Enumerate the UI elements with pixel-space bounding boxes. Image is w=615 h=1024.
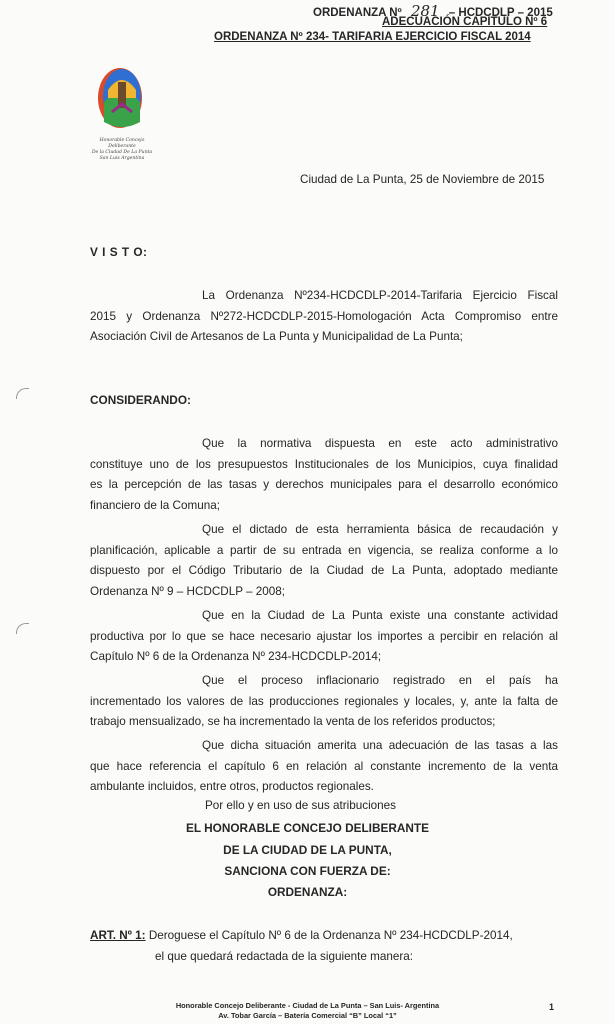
text-line: que hace referencia el capítulo 6 en relación al constante incremento de la venta: [90, 759, 558, 773]
text-line: planificación, aplicable a partir de su entrada en vigencia, se realiza conforme a lo: [90, 543, 558, 557]
logo-caption-line: De la Ciudad De La Punta: [91, 150, 153, 155]
visto-paragraph: [90, 286, 558, 348]
header-reference: ORDENANZA Nº 234- TARIFARIA EJERCICIO FISCAL 2014: [214, 31, 531, 43]
ordinance-number: 281: [410, 2, 440, 20]
header-subject: ADECUACIÓN CAPÍTULO Nº 6: [382, 16, 548, 28]
enacting-title: ORDENANZA:: [267, 885, 348, 899]
text-line: constituye uno de los presupuestos Institucionales de los Municipios, cuya finalidad: [90, 457, 558, 471]
logo-caption-line: Honorable Concejo Deliberante: [99, 138, 145, 149]
article-1-continuation: el que quedará redactada de la siguiente manera:: [155, 950, 413, 963]
text-line: es la percepción de las tasas y derechos municipales para el desarrollo económico: [90, 478, 558, 491]
footer-line: Av. Tobar García – Batería Comercial “B” Local “1”: [218, 1011, 397, 1020]
article-text: Deroguese el Capítulo Nº 6 de la Ordenanza Nº 234-HCDCDLP-2014,: [145, 929, 513, 942]
considerando-paragraph-5: [90, 736, 558, 798]
enacting-line: SANCIONA CON FUERZA DE:: [224, 864, 391, 878]
text-line: Que el dictado de esta herramienta básica de recaudación y: [202, 523, 558, 536]
text-line: productiva por lo que se hace necesario ajustar los importes a percibir en relación al: [90, 629, 558, 643]
visto-heading: V I S T O:: [90, 245, 148, 259]
article-label: ART. Nº 1:: [90, 929, 146, 942]
text-line: ambulante incluidos, entre otros, productos regionales.: [90, 780, 374, 793]
considerando-paragraph-1: [90, 434, 558, 516]
text-line: La Ordenanza Nº234-HCDCDLP-2014-Tarifaria Ejercicio Fiscal: [202, 289, 558, 302]
text-line: Que el proceso inflacionario registrado en el país ha: [202, 674, 558, 687]
considerando-paragraph-2: [90, 520, 558, 602]
text-line: Capítulo Nº 6 de la Ordenanza Nº 234-HCDCDLP-2014;: [90, 650, 382, 663]
attributions-line: Por ello y en uso de sus atribuciones: [205, 799, 397, 812]
text-line: Que en la Ciudad de La Punta existe una constante actividad: [202, 609, 558, 622]
footer-line: Honorable Concejo Deliberante - Ciudad de La Punta – San Luis- Argentina: [175, 1001, 440, 1010]
council-logo: [94, 62, 150, 134]
considerando-heading: CONSIDERANDO:: [90, 393, 191, 407]
considerando-paragraph-4: [90, 671, 558, 733]
text-line: Que dicha situación amerita una adecuación de las tasas a las: [202, 739, 558, 752]
ordinance-code: – HCDCDLP – 2015: [448, 7, 553, 19]
punch-hole-mark: [16, 623, 29, 634]
text-line: dispuesto por el Código Tributario de la Ciudad de La Punta, adoptado mediante: [90, 564, 558, 577]
punch-hole-mark: [16, 388, 29, 399]
date-line: Ciudad de La Punta, 25 de Noviembre de 2015: [300, 173, 545, 186]
page-number: 1: [549, 1002, 555, 1012]
text-line: trabajo mensualizado, se ha incrementado la venta de los referidos productos;: [90, 715, 496, 728]
text-line: Que la normativa dispuesta en este acto administrativo: [202, 437, 558, 450]
logo-caption-line: San Luis Argentina: [99, 156, 145, 161]
article-1: [90, 929, 513, 942]
text-line: incrementado los valores de las producciones regionales y locales, y, ante la falta de: [90, 694, 558, 708]
considerando-paragraph-3: [90, 606, 558, 668]
text-line: Ordenanza Nº 9 – HCDCDLP – 2008;: [90, 584, 286, 598]
logo-caption: [90, 138, 154, 162]
text-line: Asociación Civil de Artesanos de La Punta y Municipalidad de La Punta;: [90, 330, 463, 343]
enacting-line: EL HONORABLE CONCEJO DELIBERANTE: [186, 821, 429, 835]
enacting-line: DE LA CIUDAD DE LA PUNTA,: [223, 843, 392, 857]
text-line: financiero de la Comuna;: [90, 498, 220, 512]
text-line: 2015 y Ordenanza Nº272-HCDCDLP-2015-Homologación Acta Compromiso entre: [90, 309, 558, 323]
ordinance-label: ORDENANZA Nº: [313, 7, 402, 19]
